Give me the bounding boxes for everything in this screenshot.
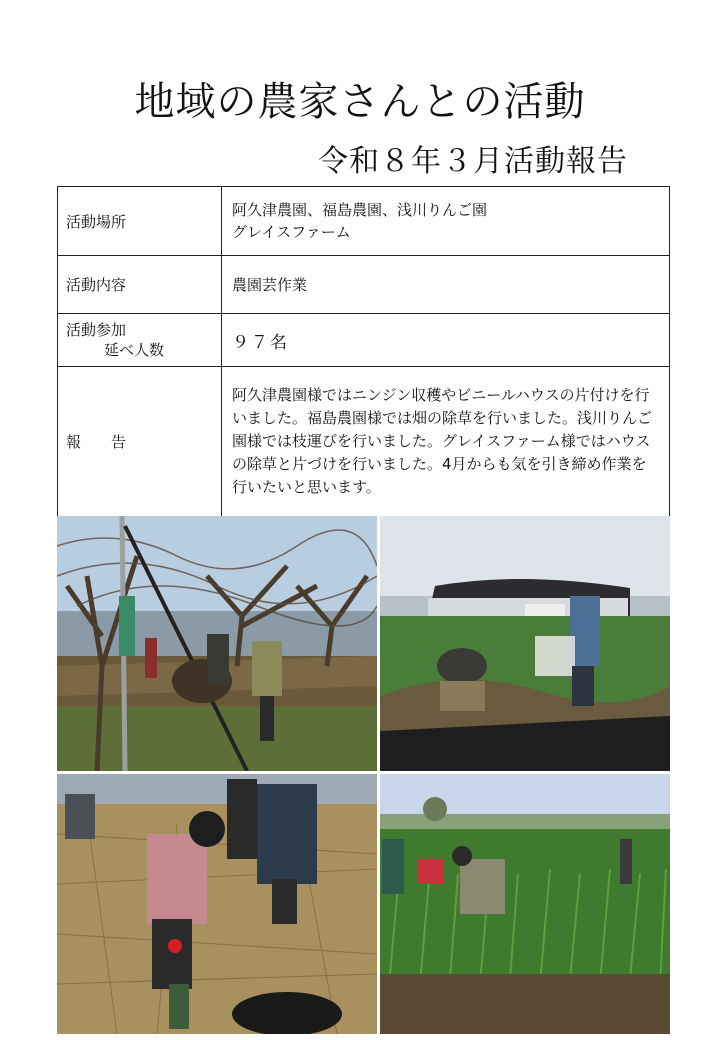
place-line-1: 阿久津農園、福島農園、浅川りんご園 [232,201,488,219]
onion-field-image [380,774,670,1034]
row-content [58,256,670,314]
photo-weeding [57,774,377,1034]
photo-grid [57,516,670,1034]
row-report [58,367,670,517]
photo-onion-field [380,774,670,1034]
count-label-line-1: 活動参加 [66,321,127,339]
activity-table [57,186,670,517]
row-place [58,187,670,256]
place-value [222,187,670,256]
report-label: 報 告 [58,367,222,517]
content-label: 活動内容 [58,256,222,314]
report-text: 阿久津農園様ではニンジン収穫やビニールハウスの片付けを行いました。福島農園様では畑の除草を行いました。浅川りんご園様では枝運びを行いました。グレイスファーム様ではハウスの除草と片づけを行いました。4月からも気を引き締め作業を行いたいと思います。 [222,367,670,517]
photo-greenhouse [380,516,670,771]
page-title: 地域の農家さんとの活動 [134,79,586,125]
content-value: 農園芸作業 [222,256,670,314]
count-label [58,314,222,367]
page-subtitle: 令和８年３月活動報告 [318,144,628,179]
greenhouse-image [380,516,670,771]
place-line-2: グレイスファーム [232,223,351,241]
count-value: ９７名 [222,314,670,367]
place-label: 活動場所 [58,187,222,256]
count-label-line-2: 延べ人数 [104,341,165,359]
weeding-image [57,774,377,1034]
photo-orchard [57,516,377,771]
row-count [58,314,670,367]
orchard-image [57,516,377,771]
